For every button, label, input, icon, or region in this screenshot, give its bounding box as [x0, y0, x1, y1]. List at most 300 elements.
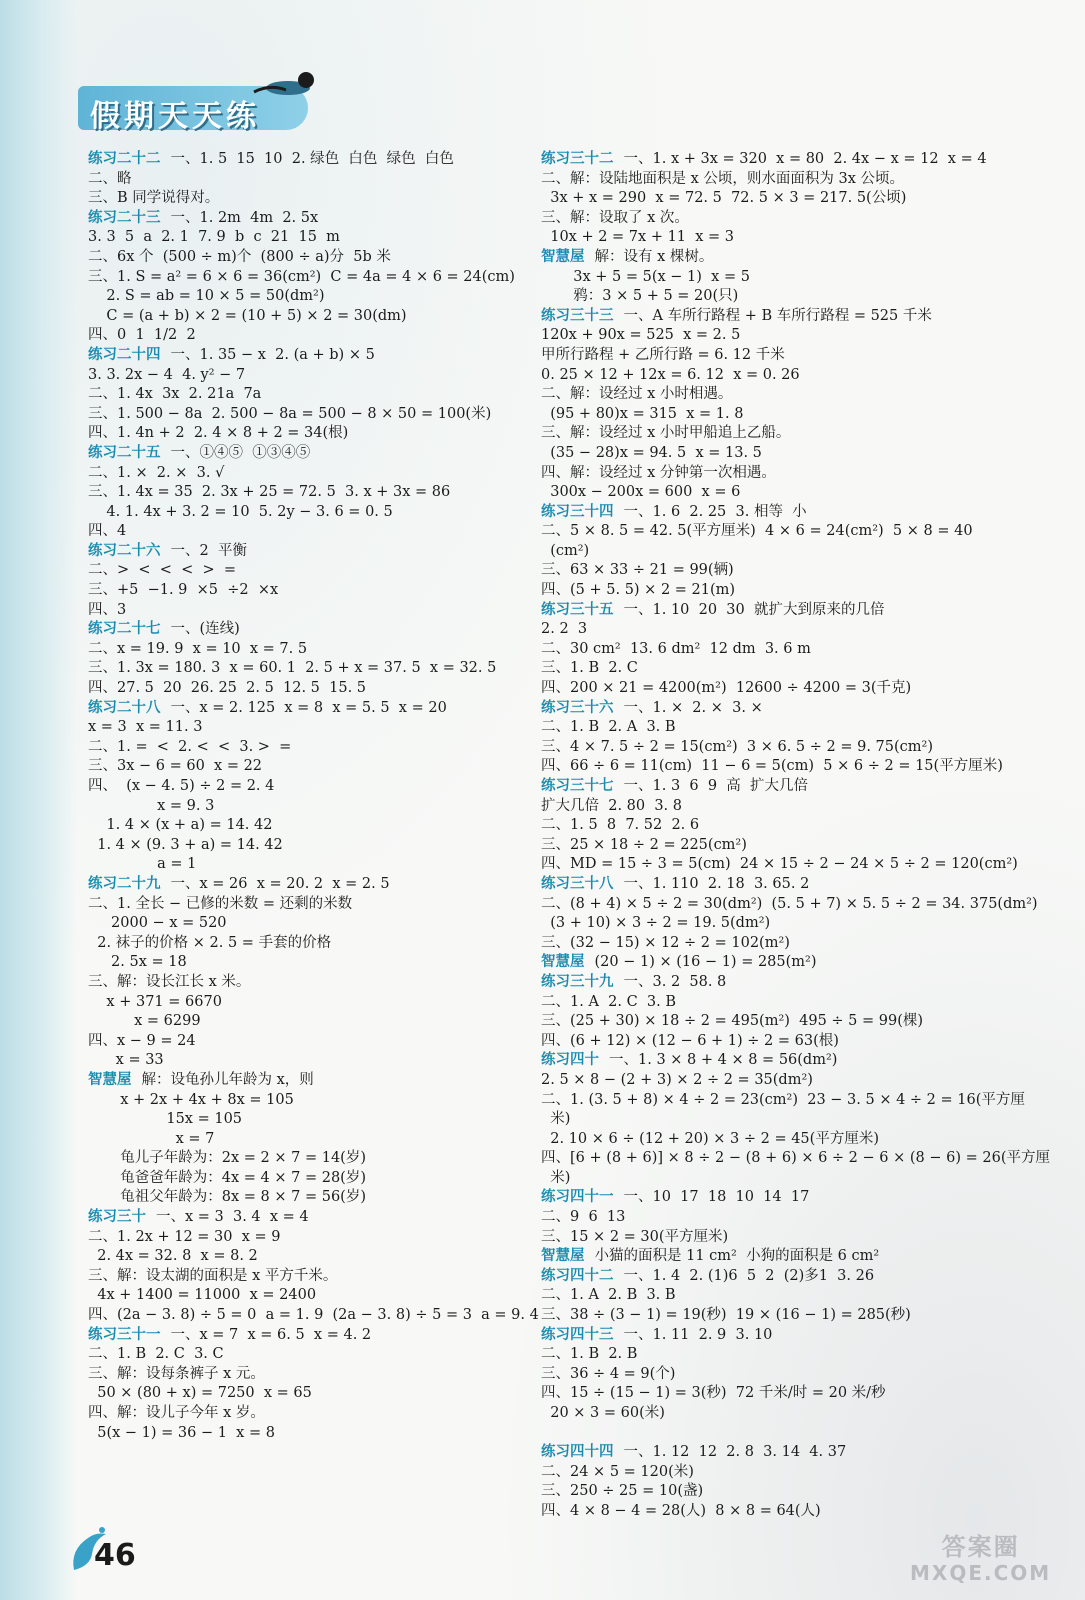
answer-line [541, 1071, 971, 1091]
answer-text: 二、(8 + 4) × 5 ÷ 2 = 30(dm²) (5. 5 + 7) × 5. 5 ÷ 2 = 34. 375(dm²) [541, 895, 1038, 912]
answer-line [88, 875, 528, 895]
answer-text: 三、解：设每条裤子 x 元。 [88, 1365, 265, 1382]
answer-line [88, 503, 528, 523]
answer-text: 二、1. B 2. A 3. B [541, 719, 676, 736]
answer-line [541, 189, 971, 209]
exercise-label: 练习四十二 [541, 1267, 614, 1284]
answer-text: 三、4 × 7. 5 ÷ 2 = 15(cm²) 3 × 6. 5 ÷ 2 = 9. 75(cm²) [541, 738, 934, 755]
answer-line [88, 405, 528, 425]
answer-text: 小猫的面积是 11 cm² 小狗的面积是 6 cm² [594, 1248, 880, 1265]
answer-line [88, 1404, 528, 1424]
answer-line [88, 1012, 528, 1032]
answer-text: 三、15 × 2 = 30(平方厘米) [541, 1228, 729, 1245]
answer-text: 2. 5 × 8 − (2 + 3) × 2 ÷ 2 = 35(dm²) [541, 1071, 813, 1088]
answer-text: 四、1. 4n + 2 2. 4 × 8 + 2 = 34(根) [88, 425, 349, 442]
exercise-label: 练习四十三 [541, 1326, 614, 1343]
answer-line [88, 993, 528, 1013]
answer-text: 一、1. 11 2. 9 3. 10 [623, 1326, 773, 1343]
answer-text: 三、1. 4x = 35 2. 3x + 25 = 72. 5 3. x + 3x = 86 [88, 484, 451, 501]
exercise-label: 智慧屋 [541, 248, 585, 265]
answer-text: 三、解：设取了 x 次。 [541, 209, 689, 226]
answer-text: (95 + 80)x = 315 x = 1. 8 [541, 405, 744, 422]
answer-line [541, 1228, 971, 1248]
answer-text: 三、25 × 18 ÷ 2 = 225(cm²) [541, 836, 747, 853]
answer-text: 四、MD = 15 ÷ 3 = 5(cm) 24 × 15 ÷ 2 − 24 × 5 ÷ 2 = 120(cm²) [541, 856, 1018, 873]
answer-line [541, 953, 971, 973]
answer-line [88, 1228, 528, 1248]
answer-line [541, 1149, 1050, 1169]
answer-line [88, 973, 528, 993]
answer-text: 四、4 [88, 523, 127, 540]
answer-text: 二、6x 个 (500 ÷ m)个 (800 ÷ a)分 5b 米 [88, 248, 391, 265]
answer-line [541, 170, 971, 190]
answer-text: 0. 25 × 12 + 12x = 6. 12 x = 0. 26 [541, 366, 800, 383]
answer-text: 一、3. 2 58. 8 [623, 973, 727, 990]
answer-text: 一、①④⑤ ①③④⑤ [170, 444, 311, 461]
answer-text: 三、36 ÷ 4 = 9(个) [541, 1365, 676, 1382]
answer-line [88, 287, 528, 307]
answer-text: 300x − 200x = 600 x = 6 [541, 484, 741, 501]
answer-line [541, 150, 987, 170]
exercise-label: 练习二十三 [88, 209, 161, 226]
answer-line [88, 797, 528, 817]
answer-line [541, 1247, 971, 1267]
answer-text: 龟儿子年龄为：2x = 2 × 7 = 14(岁) [88, 1150, 366, 1167]
watermark [910, 1534, 1051, 1586]
answer-text: 二、30 cm² 13. 6 dm² 12 dm 3. 6 m [541, 640, 811, 657]
answer-text: x = 9. 3 [88, 797, 215, 814]
answer-text: x = 33 [88, 1052, 164, 1069]
answer-line [88, 640, 528, 660]
page-number: 46 [94, 1538, 136, 1573]
answer-text: 二、1. A 2. C 3. B [541, 993, 676, 1010]
answer-line [541, 346, 971, 366]
answer-line [541, 209, 971, 229]
answer-line [88, 464, 528, 484]
answer-text: x = 3 x = 11. 3 [88, 719, 203, 736]
answer-text: 2. 5x = 18 [88, 954, 187, 971]
answer-text: C = (a + b) × 2 = (10 + 5) × 2 = 30(dm) [88, 307, 407, 324]
answer-text: 一、10 17 18 10 14 17 [623, 1189, 810, 1206]
answer-line [88, 1365, 528, 1385]
answer-line [88, 483, 528, 503]
answer-text: (35 − 28)x = 94. 5 x = 13. 5 [541, 444, 762, 461]
exercise-label: 练习三十九 [541, 973, 614, 990]
answer-line [541, 855, 1018, 875]
exercise-label: 练习三十八 [541, 875, 614, 892]
answer-line [88, 561, 528, 581]
answer-text: 一、x = 26 x = 20. 2 x = 2. 5 [170, 875, 390, 892]
answer-line [88, 1384, 528, 1404]
answer-text: x + 371 = 6670 [88, 993, 222, 1010]
answer-text: x + 2x + 4x + 8x = 105 [88, 1091, 294, 1108]
watermark-line-1: 答案圈 [941, 1533, 1020, 1561]
answer-line [88, 1247, 528, 1267]
answer-text: 5(x − 1) = 36 − 1 x = 8 [88, 1424, 275, 1441]
answer-text: 三、解：设太湖的面积是 x 平方千米。 [88, 1267, 338, 1284]
exercise-label: 练习三十三 [541, 307, 614, 324]
exercise-label: 练习三十二 [541, 151, 614, 167]
answer-text: 一、1. 6 2. 25 3. 相等 小 [623, 503, 807, 520]
answer-line [541, 483, 971, 503]
answer-line [541, 1012, 971, 1032]
answer-line [541, 1326, 971, 1346]
answer-line [88, 895, 528, 915]
answer-text: 三、解：设长江长 x 米。 [88, 973, 251, 990]
answer-line [541, 718, 971, 738]
answer-line [88, 1110, 528, 1130]
answer-text: 四、66 ÷ 6 = 11(cm) 11 − 6 = 5(cm) 5 × 6 ÷ 2 = 15(平方厘米) [541, 758, 1003, 775]
answer-line [541, 1208, 971, 1228]
answer-line [541, 640, 971, 660]
answer-text: 一、1. x + 3x = 320 x = 80 2. 4x − x = 12 x = 4 [623, 151, 987, 167]
answer-text: 四、解：设经过 x 分钟第一次相遇。 [541, 464, 776, 481]
answer-line [541, 307, 971, 327]
answer-text: 鸦：3 × 5 + 5 = 20(只) [541, 288, 739, 305]
answer-text: 二、24 × 5 = 120(米) [541, 1463, 694, 1480]
answer-line [541, 659, 971, 679]
answer-line [541, 1384, 971, 1404]
answer-line [88, 170, 528, 190]
answer-line [541, 1091, 1025, 1111]
answer-line [88, 248, 528, 268]
answer-line [541, 738, 971, 758]
answer-text: (20 − 1) × (16 − 1) = 285(m²) [594, 954, 817, 971]
answer-line [541, 464, 971, 484]
answer-text: 一、(连线) [170, 621, 240, 638]
answer-line [541, 836, 971, 856]
answer-line [88, 1208, 528, 1228]
answer-text: 四、解：设儿子今年 x 岁。 [88, 1405, 265, 1421]
answer-line [541, 1502, 971, 1522]
answer-line [88, 189, 528, 209]
answer-line [88, 1032, 528, 1052]
answer-text: 一、1. 10 20 30 就扩大到原来的几倍 [623, 601, 885, 618]
answer-text: x = 6299 [88, 1013, 201, 1030]
answer-text: 二、1. A 2. B 3. B [541, 1287, 676, 1304]
answer-line [88, 620, 528, 640]
answer-text: 3x + x = 290 x = 72. 5 72. 5 × 3 = 217. 5(公顷) [541, 190, 907, 207]
answer-text: 一、1. × 2. × 3. × [623, 699, 763, 716]
answer-text: 二、1. 2x + 12 = 30 x = 9 [88, 1228, 281, 1245]
answer-text: 三、1. B 2. C [541, 660, 638, 677]
answer-text: 3. 3 5 a 2. 1 7. 9 b c 21 15 m [88, 229, 340, 246]
answer-text: 三、B 同学说得对。 [88, 190, 220, 207]
exercise-label: 练习四十 [541, 1052, 599, 1069]
answer-line [88, 777, 528, 797]
answer-text: 四、(5 + 5. 5) × 2 = 21(m) [541, 582, 736, 599]
answer-line [541, 268, 971, 288]
answer-text: 二、解：设陆地面积是 x 公顷，则水面面积为 3x 公顷。 [541, 170, 905, 187]
answer-line [88, 1188, 528, 1208]
answer-text: a = 1 [88, 856, 197, 873]
exercise-label: 练习三十四 [541, 503, 614, 520]
answer-text: 2. 4x = 32. 8 x = 8. 2 [88, 1248, 258, 1265]
answer-line [541, 914, 971, 934]
answer-line [88, 855, 528, 875]
answer-text: 2. 2 3 [541, 621, 588, 638]
answer-line [88, 1091, 528, 1111]
exercise-label: 智慧屋 [541, 1248, 585, 1265]
exercise-label: 练习三十 [88, 1209, 146, 1226]
answer-line [541, 248, 971, 268]
answer-text: 一、1. 3 6 9 高 扩大几倍 [623, 778, 808, 794]
answer-line [541, 1463, 971, 1483]
answer-line [541, 1051, 971, 1071]
answer-text: 二、> < < < > = [88, 562, 236, 579]
exercise-label: 练习三十五 [541, 601, 614, 618]
answer-text: 二、1. (3. 5 + 8) × 4 ÷ 2 = 23(cm²) 23 − 3. 5 × 4 ÷ 2 = 16(平方厘 [541, 1091, 1025, 1108]
answer-text: 四、[6 + (8 + 6)] × 8 ÷ 2 − (8 + 6) × 6 ÷ 2 − 6 × (8 − 6) = 26(平方厘 [541, 1150, 1050, 1167]
answer-line [88, 738, 528, 758]
answer-text: 三、(25 + 30) × 18 ÷ 2 = 495(m²) 495 ÷ 5 = 99(棵) [541, 1013, 924, 1030]
answer-line [541, 679, 971, 699]
answer-text: 15x = 105 [88, 1111, 243, 1128]
answer-text: 3x + 5 = 5(x − 1) x = 5 [541, 268, 750, 285]
answer-line [541, 1424, 971, 1444]
answer-line [541, 1345, 971, 1365]
answer-text: 三、250 ÷ 25 = 10(盏) [541, 1483, 704, 1500]
answers-right-column [541, 150, 1050, 1522]
answer-text: (3 + 10) × 3 ÷ 2 = 19. 5(dm²) [541, 915, 771, 932]
answer-line [541, 424, 971, 444]
answer-text: 一、2 平衡 [170, 542, 247, 559]
exercise-label: 练习二十七 [88, 621, 161, 638]
answer-line [88, 444, 528, 464]
page-title: 假期天天练 [90, 99, 260, 134]
answer-text: 龟爸爸年龄为：4x = 4 × 7 = 28(岁) [88, 1169, 366, 1186]
answer-line [88, 659, 528, 679]
answer-text: 三、3x − 6 = 60 x = 22 [88, 758, 263, 775]
answer-line [541, 1032, 971, 1052]
exercise-label: 智慧屋 [88, 1071, 132, 1088]
answer-line [88, 366, 528, 386]
answer-line [541, 1443, 971, 1463]
answer-text: 解：设龟孙儿年龄为 x，则 [141, 1071, 314, 1088]
exercise-label: 练习二十九 [88, 875, 161, 892]
answer-line [541, 1404, 971, 1424]
answer-text: 三、(32 − 15) × 12 ÷ 2 = 102(m²) [541, 934, 790, 951]
exercise-label: 练习二十六 [88, 542, 161, 559]
answer-line [541, 503, 971, 523]
swimmer-icon [250, 66, 320, 116]
answer-text: 一、1. 4 2. (1)6 5 2 (2)多1 3. 26 [623, 1267, 875, 1284]
answer-line [88, 581, 528, 601]
answer-text: (cm²) [541, 542, 590, 559]
answer-line [88, 307, 528, 327]
answer-text: 二、1. 5 8 7. 52 2. 6 [541, 817, 700, 834]
exercise-label: 练习二十二 [88, 151, 161, 167]
answer-line [88, 346, 528, 366]
answer-line [541, 875, 971, 895]
answer-text: 四、x − 9 = 24 [88, 1032, 196, 1049]
answer-line [541, 777, 971, 797]
answer-line [88, 385, 528, 405]
answer-text: 一、1. 110 2. 18 3. 65. 2 [623, 875, 810, 892]
answer-text: 20 × 3 = 60(米) [541, 1405, 665, 1421]
answer-line [541, 699, 971, 719]
answer-line [88, 1345, 528, 1365]
watermark-line-2: MXQE.COM [910, 1561, 1052, 1585]
answer-text: 二、5 × 8. 5 = 42. 5(平方厘米) 4 × 6 = 24(cm²) 5 × 8 = 40 [541, 523, 973, 540]
answer-text: 1. 4 × (9. 3 + a) = 14. 42 [88, 836, 283, 853]
answer-line [541, 895, 1038, 915]
answer-text: 二、9 6 13 [541, 1209, 626, 1226]
answer-line [541, 816, 971, 836]
answer-text: 三、解：设经过 x 小时甲船追上乙船。 [541, 425, 791, 442]
exercise-label: 练习四十一 [541, 1189, 614, 1206]
answer-line [88, 228, 528, 248]
answer-line [88, 209, 528, 229]
answer-text: 四、27. 5 20 26. 25 2. 5 12. 5 15. 5 [88, 680, 367, 697]
answer-text: 二、x = 19. 9 x = 10 x = 7. 5 [88, 640, 308, 657]
answer-text: 二、解：设经过 x 小时相遇。 [541, 386, 733, 403]
answer-line [88, 1169, 528, 1189]
answer-text: 二、1. B 2. C 3. C [88, 1346, 224, 1363]
answer-line [541, 757, 1003, 777]
exercise-label: 智慧屋 [541, 954, 585, 971]
answer-text: 一、x = 2. 125 x = 8 x = 5. 5 x = 20 [170, 699, 447, 716]
answer-text: 四、15 ÷ (15 − 1) = 3(秒) 72 千米/时 = 20 米/秒 [541, 1385, 886, 1402]
answer-text: x = 7 [88, 1130, 215, 1147]
answer-line [541, 601, 971, 621]
answer-line [541, 287, 971, 307]
answer-line [541, 561, 971, 581]
answer-text: 4. 1. 4x + 3. 2 = 10 5. 2y − 3. 6 = 0. 5 [88, 503, 393, 520]
answer-line [88, 522, 528, 542]
answer-line [88, 816, 528, 836]
exercise-label: 练习二十五 [88, 444, 161, 461]
answer-line [88, 914, 528, 934]
answer-line [541, 1188, 971, 1208]
answer-line [541, 1286, 971, 1306]
answer-text: 二、1. 全长 − 已修的米数 = 还剩的米数 [88, 895, 353, 912]
answer-text: 二、1. × 2. × 3. √ [88, 464, 225, 481]
answer-line [88, 1267, 528, 1287]
answer-text: 二、1. 4x 3x 2. 21a 7a [88, 386, 262, 403]
answer-text: 龟祖父年龄为：8x = 8 × 7 = 56(岁) [88, 1189, 366, 1206]
answer-line [88, 1130, 528, 1150]
answer-line [541, 993, 971, 1013]
answer-text: 四、 (x − 4. 5) ÷ 2 = 2. 4 [88, 778, 275, 794]
answer-line [541, 797, 971, 817]
answer-line [541, 1169, 971, 1189]
answer-line [541, 385, 971, 405]
answer-line [88, 601, 528, 621]
answer-line [541, 522, 971, 542]
answer-line [88, 150, 528, 170]
answer-text: 一、1. 12 12 2. 8 3. 14 4. 37 [623, 1444, 847, 1461]
answer-text: 一、1. 2m 4m 2. 5x [170, 209, 319, 226]
answer-text: 一、A 车所行路程 + B 车所行路程 = 525 千米 [623, 307, 932, 324]
exercise-label: 练习二十八 [88, 699, 161, 716]
exercise-label: 练习二十四 [88, 346, 161, 363]
answer-text: 二、略 [88, 170, 132, 187]
answer-text: 2. 10 × 6 ÷ (12 + 20) × 3 ÷ 2 = 45(平方厘米) [541, 1130, 879, 1147]
answer-text: 米) [541, 1169, 571, 1186]
answer-line [541, 973, 971, 993]
answer-text: 1. 4 × (x + a) = 14. 42 [88, 817, 273, 834]
answer-text: 扩大几倍 2. 80 3. 8 [541, 797, 682, 814]
answer-text: 一、1. 5 15 10 2. 绿色 白色 绿色 白色 [170, 151, 454, 167]
exercise-label: 练习三十七 [541, 778, 614, 794]
exercise-label: 练习四十四 [541, 1444, 614, 1461]
answer-text: 三、+5 −1. 9 ×5 ÷2 ×x [88, 582, 279, 599]
exercise-label: 练习三十一 [88, 1326, 161, 1343]
answer-line [88, 836, 528, 856]
answer-text: 一、x = 7 x = 6. 5 x = 4. 2 [170, 1326, 372, 1343]
answer-text: 四、(2a − 3. 8) ÷ 5 = 0 a = 1. 9 (2a − 3. 8) ÷ 5 = 3 a = 9. 4 [88, 1307, 539, 1324]
answer-line [88, 1149, 528, 1169]
answer-text: 3. 3. 2x − 4 4. y² − 7 [88, 366, 246, 383]
answer-line [88, 699, 528, 719]
answer-line [88, 934, 528, 954]
answer-text: 解：设有 x 棵树。 [594, 248, 714, 265]
answer-text: 10x + 2 = 7x + 11 x = 3 [541, 229, 735, 246]
answer-line [541, 366, 971, 386]
answer-line [88, 718, 528, 738]
answer-line [88, 1424, 528, 1444]
answer-line [88, 542, 528, 562]
answer-text: 一、1. 35 − x 2. (a + b) × 5 [170, 346, 375, 363]
answer-line [541, 934, 971, 954]
answer-text: 4x + 1400 = 11000 x = 2400 [88, 1287, 317, 1304]
answer-line [88, 1286, 528, 1306]
answer-line [541, 542, 971, 562]
answer-text: 二、1. B 2. B [541, 1346, 638, 1363]
answer-text: 甲所行路程 + 乙所行路 = 6. 12 千米 [541, 346, 785, 363]
answer-text: 米) [541, 1111, 571, 1128]
answer-line [88, 1326, 528, 1346]
answer-text: 2. 袜子的价格 × 2. 5 = 手套的价格 [88, 934, 332, 951]
answer-text: 四、(6 + 12) × (12 − 6 + 1) ÷ 2 = 63(根) [541, 1032, 839, 1049]
answer-text: 三、1. 3x = 180. 3 x = 60. 1 2. 5 + x = 37. 5 x = 32. 5 [88, 660, 497, 677]
exercise-label: 练习三十六 [541, 699, 614, 716]
answer-line [88, 424, 528, 444]
answer-line [88, 1306, 539, 1326]
answer-line [541, 405, 971, 425]
answer-line [88, 953, 528, 973]
answer-text: 四、200 × 21 = 4200(m²) 12600 ÷ 4200 = 3(千克) [541, 680, 912, 697]
answer-line [541, 1267, 971, 1287]
answer-text: 一、x = 3 3. 4 x = 4 [156, 1209, 309, 1226]
answer-line [541, 326, 971, 346]
answer-text: 三、1. 500 − 8a 2. 500 − 8a = 500 − 8 × 50 = 100(米) [88, 405, 492, 422]
answer-text: 四、4 × 8 − 4 = 28(人) 8 × 8 = 64(人) [541, 1502, 821, 1519]
answer-text: 三、38 ÷ (3 − 1) = 19(秒) 19 × (16 − 1) = 285(秒) [541, 1307, 911, 1324]
answer-line [88, 1071, 528, 1091]
answer-line [541, 1110, 971, 1130]
answer-line [541, 228, 971, 248]
answer-line [541, 581, 971, 601]
answer-text: 二、1. = < 2. < < 3. > = [88, 738, 292, 755]
answer-line [541, 1306, 971, 1326]
left-edge-decoration [0, 0, 78, 1600]
answer-text: 一、1. 3 × 8 + 4 × 8 = 56(dm²) [609, 1052, 838, 1069]
answer-line [88, 1051, 528, 1071]
answer-line [541, 1482, 971, 1502]
answer-line [88, 268, 528, 288]
answer-text: 2. S = ab = 10 × 5 = 50(dm²) [88, 288, 325, 305]
answer-text: 50 × (80 + x) = 7250 x = 65 [88, 1385, 312, 1402]
answer-line [88, 679, 528, 699]
answer-line [541, 1130, 971, 1150]
answers-left-column [88, 150, 539, 1443]
answer-text: 2000 − x = 520 [88, 915, 227, 932]
answer-text: 120x + 90x = 525 x = 2. 5 [541, 327, 741, 344]
answer-text: 四、0 1 1/2 2 [88, 327, 196, 344]
answer-line [88, 326, 528, 346]
